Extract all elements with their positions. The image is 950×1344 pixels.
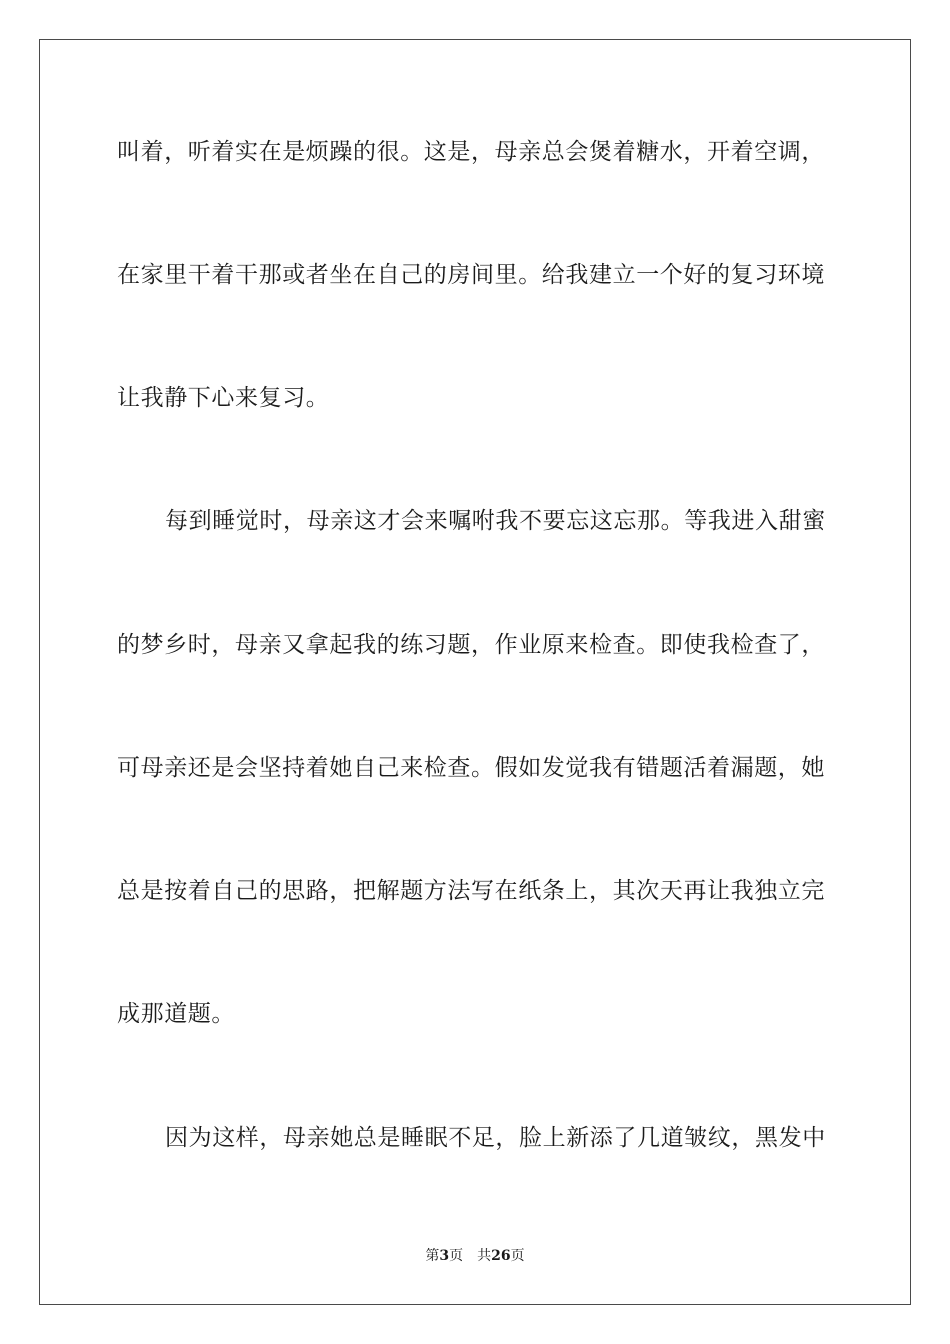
text-line-4: 每到睡觉时，母亲这才会来嘱咐我不要忘这忘那。等我进入甜蜜 <box>165 508 826 534</box>
text-line-3: 让我静下心来复习。 <box>117 385 330 411</box>
text-line-1: 叫着，听着实在是烦躁的很。这是，母亲总会煲着糖水，开着空调， <box>117 139 825 165</box>
text-line-5: 的梦乡时，母亲又拿起我的练习题，作业原来检查。即使我检查了， <box>117 632 825 658</box>
page-prefix: 第 <box>425 1248 440 1264</box>
total-pages: 26 <box>491 1248 511 1264</box>
text-line-7: 总是按着自己的思路，把解题方法写在纸条上，其次天再让我独立完 <box>117 878 825 904</box>
page-suffix: 页 <box>449 1248 464 1264</box>
text-line-2: 在家里干着干那或者坐在自己的房间里。给我建立一个好的复习环境 <box>117 262 825 288</box>
text-line-9: 因为这样，母亲她总是睡眠不足，脸上新添了几道皱纹，黑发中 <box>165 1125 826 1151</box>
text-line-6: 可母亲还是会坚持着她自己来检查。假如发觉我有错题活着漏题，她 <box>117 755 825 781</box>
page-border <box>39 39 911 1305</box>
page-footer <box>0 1247 950 1265</box>
text-line-8: 成那道题。 <box>117 1001 235 1027</box>
total-suffix: 页 <box>510 1248 525 1264</box>
total-prefix: 共 <box>477 1248 492 1264</box>
page-number: 3 <box>439 1248 450 1264</box>
